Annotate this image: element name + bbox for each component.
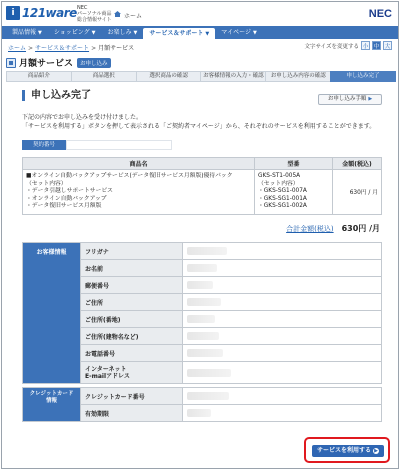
redacted-value — [187, 349, 223, 357]
guide-label: お申し込み手順 — [327, 96, 367, 102]
field-value — [183, 311, 382, 328]
field-label: フリガナ — [81, 243, 183, 260]
font-size-switcher — [304, 41, 392, 50]
font-size-label: 文字サイズを変更する — [304, 43, 359, 50]
logo-subtitle — [77, 5, 117, 23]
breadcrumb-home[interactable]: ホーム — [8, 45, 27, 52]
chevron-down-icon: ▼ — [205, 31, 210, 37]
font-size-medium-button[interactable]: 中 — [372, 41, 381, 50]
logo-subtitle-text: NEC パーソナル商品 総合情報サイト — [77, 5, 112, 23]
field-label: ご住所 — [81, 294, 183, 311]
field-label: クレジットカード番号 — [81, 388, 183, 405]
redacted-value — [187, 315, 215, 323]
home-icon — [114, 11, 121, 17]
chevron-down-icon: ▼ — [133, 30, 138, 36]
product-line: ・オンライン自動バックアップ — [26, 195, 107, 202]
nav-item-shopping[interactable] — [48, 26, 102, 39]
step-item: 商品紹介 — [6, 71, 72, 82]
nec-logo[interactable]: NEC — [368, 8, 392, 20]
application-guide-button[interactable] — [318, 94, 382, 105]
nav-item-products[interactable] — [6, 26, 48, 39]
redacted-value — [187, 281, 213, 289]
chevron-down-icon: ▼ — [91, 30, 96, 36]
field-label: ご住所(建物名など) — [81, 328, 183, 345]
field-value — [183, 243, 382, 260]
completion-message — [22, 113, 375, 131]
product-name-cell — [23, 170, 255, 215]
use-service-button[interactable] — [312, 445, 384, 457]
field-label: インターネット E-mailアドレス — [81, 362, 183, 384]
total-label: 合計金額(税込) — [286, 224, 334, 233]
service-header — [6, 56, 111, 69]
model-line: ・GKS-SG1-001A — [258, 195, 307, 202]
nav-item-fun[interactable] — [102, 26, 144, 39]
table-row — [23, 170, 382, 215]
nav-label: ショッピング — [53, 29, 90, 36]
font-size-large-button[interactable]: 大 — [383, 41, 392, 50]
column-header: 型番 — [255, 158, 333, 170]
product-line: ■オンライン自動バックアップサービス(データ復旧サービス月額版)優待パック — [26, 173, 233, 179]
arrow-right-icon: ▶ — [374, 447, 378, 454]
credit-card-table — [22, 387, 382, 422]
nav-item-mypage[interactable] — [215, 26, 263, 39]
total-amount — [286, 223, 380, 234]
price-cell: 630円 / 月 — [333, 170, 382, 215]
service-badge: お申し込み — [77, 58, 111, 68]
font-size-small-button[interactable]: 小 — [361, 41, 370, 50]
contract-number-value — [66, 140, 172, 150]
product-line: ・データ引越しサポートサービス — [26, 188, 113, 194]
service-icon — [6, 58, 16, 68]
progress-steps — [6, 71, 395, 82]
step-item: 選択商品の確認 — [136, 71, 202, 82]
message-line: 「サービスを利用する」ボタンを押して表示される「ご契約者マイページ」から、それぞれのサービスを利用することができます。 — [22, 123, 376, 130]
service-title: 月額サービス — [19, 59, 74, 69]
logo-text: 121ware — [22, 6, 77, 20]
product-line: （セット内容） — [26, 180, 67, 187]
field-value — [183, 405, 382, 422]
chevron-down-icon: ▼ — [38, 30, 42, 36]
redacted-value — [187, 298, 221, 306]
field-value — [183, 388, 382, 405]
breadcrumb-service-support[interactable]: サービス＆サポート — [35, 45, 90, 52]
field-value — [183, 260, 382, 277]
customer-info-section-label: お客様情報 — [23, 243, 81, 384]
field-value — [183, 345, 382, 362]
field-value — [183, 277, 382, 294]
site-header — [2, 2, 398, 26]
home-link[interactable]: ホーム — [124, 13, 143, 20]
nav-label: マイページ — [221, 29, 252, 36]
message-line: 下記の内容でお申し込みを受け付けました。 — [22, 114, 143, 121]
nav-label: お楽しみ — [107, 29, 132, 36]
model-number-cell — [255, 170, 333, 215]
breadcrumb-current: 月額サービス — [98, 45, 135, 52]
table-row — [23, 243, 382, 260]
credit-card-section-label: クレジットカード 情報 — [23, 388, 81, 422]
redacted-value — [187, 247, 227, 255]
chevron-down-icon: ▼ — [253, 30, 257, 36]
field-value — [183, 328, 382, 345]
redacted-value — [187, 332, 219, 340]
nav-item-service-support[interactable] — [143, 28, 215, 39]
highlight-frame — [304, 437, 390, 463]
nav-label: 製品情報 — [12, 29, 37, 36]
step-item: 商品選択 — [71, 71, 137, 82]
use-service-label: サービスを利用する — [316, 447, 371, 454]
customer-info-table — [22, 242, 382, 384]
redacted-value — [187, 392, 229, 400]
logo-mark: i — [6, 6, 20, 20]
field-label: 有効期限 — [81, 405, 183, 422]
column-header: 金額(税込) — [333, 158, 382, 170]
column-header: 商品名 — [23, 158, 255, 170]
field-label: お電話番号 — [81, 345, 183, 362]
model-line: （セット内容） — [258, 180, 299, 187]
step-item-current: 申し込み完了 — [330, 71, 396, 82]
field-value — [183, 294, 382, 311]
redacted-value — [187, 369, 231, 377]
breadcrumb-separator: > — [91, 45, 97, 52]
contract-number — [22, 140, 172, 150]
model-line: ・GKS-SG1-007A — [258, 188, 307, 194]
step-item: お申し込み内容の確認 — [265, 71, 331, 82]
global-nav — [2, 26, 398, 39]
page-title: 申し込み完了 — [22, 90, 91, 101]
product-line: ・データ復旧サービス月額版 — [26, 203, 102, 209]
field-value — [183, 362, 382, 384]
redacted-value — [187, 409, 211, 417]
field-label: お名前 — [81, 260, 183, 277]
breadcrumb — [8, 43, 134, 52]
arrow-right-icon: ▶ — [368, 96, 373, 102]
breadcrumb-separator: > — [28, 45, 34, 52]
field-label: 郵便番号 — [81, 277, 183, 294]
site-logo[interactable] — [6, 6, 77, 20]
total-value: 630円 /月 — [341, 224, 380, 233]
order-table — [22, 157, 382, 215]
redacted-value — [187, 264, 217, 272]
model-line: GKS-ST1-005A — [258, 173, 301, 179]
model-line: ・GKS-SG1-002A — [258, 203, 307, 209]
nav-label: サービス＆サポート — [149, 30, 204, 37]
step-item: お客様情報の入力・確認 — [200, 71, 266, 82]
field-label: ご住所(番地) — [81, 311, 183, 328]
contract-number-label: 契約番号 — [22, 140, 66, 150]
page-frame — [1, 1, 399, 469]
table-row — [23, 388, 382, 405]
